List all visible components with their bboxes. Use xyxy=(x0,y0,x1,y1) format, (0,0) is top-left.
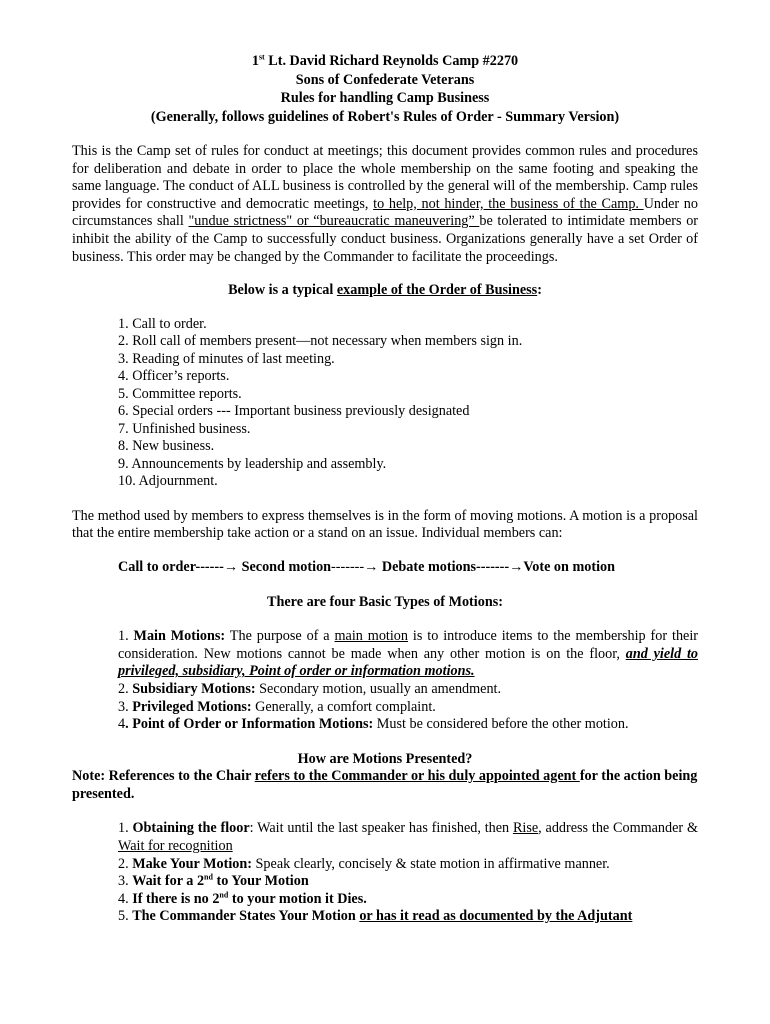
list-item: 8. New business. xyxy=(118,438,215,455)
document-title-block xyxy=(72,52,698,126)
camp-name-line: 1st Lt. David Richard Reynolds Camp #2270 xyxy=(251,52,519,69)
organization-line: Sons of Confederate Veterans xyxy=(295,71,475,88)
rules-subtitle-line: (Generally, follows guidelines of Robert's Rules of Order - Summary Version) xyxy=(150,108,620,125)
motion-types-list xyxy=(72,628,698,734)
list-item: 4. If there is no 2nd to your motion it Dies. xyxy=(118,890,367,907)
list-item: 5. The Commander States Your Motion or has it read as documented by the Adjutant xyxy=(118,908,633,925)
presentation-steps-list xyxy=(72,820,698,926)
arrow-right-icon: → xyxy=(223,558,239,575)
list-item: 1. Obtaining the floor: Wait until the last speaker has finished, then Rise, address the Commander & Wait for recognition xyxy=(118,820,698,855)
list-item: 3. Wait for a 2nd to Your Motion xyxy=(118,872,309,890)
list-item: 2. Make Your Motion: Speak clearly, concisely & state motion in affirmative manner. xyxy=(118,855,610,872)
list-item: 4. Point of Order or Information Motions: Must be considered before the other motion. xyxy=(118,716,629,733)
method-paragraph: The method used by members to express themselves is in the form of moving motions. A motion is a proposal that the entire membership take action or a stand on an issue. Individual members can: xyxy=(72,507,698,542)
arrow-right-icon: → xyxy=(364,558,379,575)
list-item: 5. Committee reports. xyxy=(118,385,242,402)
list-item: 2. Subsidiary Motions: Secondary motion, usually an amendment. xyxy=(118,680,502,697)
intro-paragraph: This is the Camp set of rules for conduct at meetings; this document provides common rules and procedures for deliberation and debate in order to place the whole membership on the same footing and speaking the same language. The conduct of ALL business is controlled by the general will of the membership. Camp rules provides for constructive and democratic meetings, to help, not hinder, the business of the Camp. Under no circumstances shall "undue strictness" or “bureaucratic maneuvering” be tolerated to intimidate members or inhibit the ability of the Camp to successfully conduct business. Organizations generally have a set Order of business. This order may be changed by the Commander to facilitate the proceedings. xyxy=(72,143,699,265)
list-item: 6. Special orders --- Important business previously designated xyxy=(118,403,470,420)
list-item: 9. Announcements by leadership and assembly. xyxy=(118,455,387,472)
list-item: 1. Call to order. xyxy=(118,315,207,332)
motion-flow-line: Call to order------→ Second motion-------→ Debate motions-------→Vote on motion xyxy=(118,558,616,575)
motions-presented-heading: How are Motions Presented? xyxy=(297,750,473,767)
list-item: 1. Main Motions: The purpose of a main motion is to introduce items to the membership for their consideration. New motions cannot be made when any other motion is on the floor, and yield to privileged, subsidiary, Point of order or information motions. xyxy=(118,628,699,680)
list-item: 10. Adjournment. xyxy=(118,473,218,490)
list-item: 7. Unfinished business. xyxy=(118,420,251,437)
rules-title-line: Rules for handling Camp Business xyxy=(280,90,490,106)
chair-note: Note: References to the Chair refers to the Commander or his duly appointed agent for the action being presented. xyxy=(72,768,698,802)
list-item: 3. Privileged Motions: Generally, a comfort complaint. xyxy=(118,698,436,715)
order-of-business-heading: Below is a typical example of the Order of Business: xyxy=(228,282,542,299)
list-item: 3. Reading of minutes of last meeting. xyxy=(118,350,335,367)
order-of-business-list xyxy=(72,316,698,491)
arrow-right-icon: → xyxy=(509,558,524,575)
list-item: 4. Officer’s reports. xyxy=(118,368,230,385)
list-item: 2. Roll call of members present—not necessary when members sign in. xyxy=(118,333,523,350)
motion-types-heading: There are four Basic Types of Motions: xyxy=(267,593,503,610)
